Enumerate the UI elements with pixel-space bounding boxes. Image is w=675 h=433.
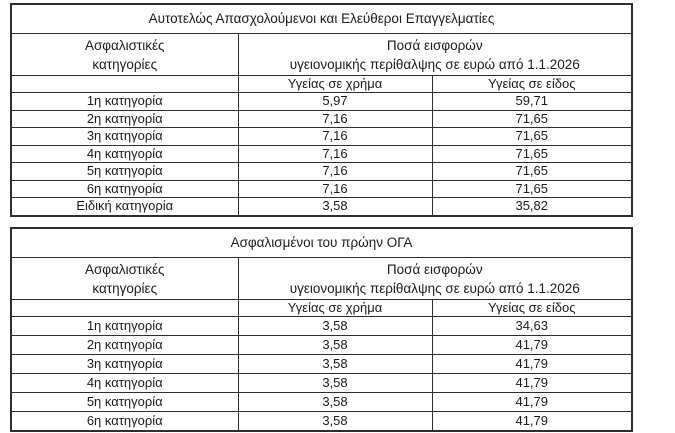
empty-cell [11, 300, 238, 317]
money-value: 3,58 [238, 374, 432, 393]
kind-value: 41,79 [432, 393, 632, 412]
table-row [11, 228, 632, 258]
table-title: Αυτοτελώς Απασχολούμενοι και Ελεύθεροι Επαγγελματίες [11, 4, 632, 34]
kind-value: 35,82 [432, 198, 632, 216]
category-cell: 3η κατηγορία [11, 128, 238, 146]
money-value: 3,58 [238, 198, 432, 216]
amounts-header-line2: υγειονομικής περίθαλψης σε ευρώ από 1.1.2026 [289, 56, 580, 72]
contributions-table-self-employed [10, 3, 633, 217]
table-row [11, 180, 632, 198]
categories-header-line2: κατηγορίες [92, 56, 158, 72]
table-row [11, 412, 632, 432]
table-title: Ασφαλισμένοι του πρώην ΟΓΑ [11, 228, 632, 258]
kind-value: 41,79 [432, 412, 632, 432]
categories-header-line1: Ασφαλιστικές [84, 37, 165, 53]
table-row [11, 198, 632, 216]
category-cell: 1η κατηγορία [11, 317, 238, 336]
money-value: 5,97 [238, 93, 432, 111]
table-row [11, 4, 632, 34]
kind-value: 71,65 [432, 110, 632, 128]
table-row [11, 34, 632, 76]
category-cell: 2η κατηγορία [11, 336, 238, 355]
categories-column-header [11, 34, 238, 76]
kind-value: 71,65 [432, 163, 632, 181]
money-value: 7,16 [238, 110, 432, 128]
categories-header-line2: κατηγορίες [92, 280, 158, 296]
category-cell: 5η κατηγορία [11, 163, 238, 181]
categories-column-header [11, 258, 238, 300]
money-value: 3,58 [238, 336, 432, 355]
money-value: 7,16 [238, 163, 432, 181]
money-value: 3,58 [238, 412, 432, 432]
money-column-header: Υγείας σε χρήμα [238, 300, 432, 317]
table-row [11, 393, 632, 412]
category-cell: 6η κατηγορία [11, 412, 238, 432]
kind-value: 41,79 [432, 374, 632, 393]
money-value: 3,58 [238, 317, 432, 336]
table-row [11, 128, 632, 146]
table-row [11, 374, 632, 393]
kind-value: 71,65 [432, 180, 632, 198]
category-cell: 1η κατηγορία [11, 93, 238, 111]
kind-value: 59,71 [432, 93, 632, 111]
money-value: 7,16 [238, 128, 432, 146]
amounts-header-line2: υγειονομικής περίθαλψης σε ευρώ από 1.1.2026 [289, 280, 580, 296]
category-cell: 4η κατηγορία [11, 145, 238, 163]
table-row [11, 258, 632, 300]
kind-value: 41,79 [432, 336, 632, 355]
kind-value: 34,63 [432, 317, 632, 336]
category-cell: 2η κατηγορία [11, 110, 238, 128]
table-row [11, 163, 632, 181]
money-value: 7,16 [238, 180, 432, 198]
amounts-column-header [238, 258, 632, 300]
amounts-header-line1: Ποσά εισφορών [386, 261, 483, 277]
money-value: 7,16 [238, 145, 432, 163]
table-row [11, 93, 632, 111]
table-row [11, 300, 632, 317]
table-row [11, 145, 632, 163]
table-row [11, 355, 632, 374]
money-value: 3,58 [238, 393, 432, 412]
category-cell: 6η κατηγορία [11, 180, 238, 198]
amounts-header-line1: Ποσά εισφορών [386, 37, 483, 53]
table-row [11, 110, 632, 128]
amounts-column-header [238, 34, 632, 76]
kind-value: 71,65 [432, 145, 632, 163]
category-cell: Ειδική κατηγορία [11, 198, 238, 216]
kind-value: 71,65 [432, 128, 632, 146]
kind-column-header: Υγείας σε είδος [432, 300, 632, 317]
category-cell: 4η κατηγορία [11, 374, 238, 393]
category-cell: 3η κατηγορία [11, 355, 238, 374]
table-row [11, 76, 632, 93]
table-row [11, 317, 632, 336]
money-column-header: Υγείας σε χρήμα [238, 76, 432, 93]
kind-value: 41,79 [432, 355, 632, 374]
table-row [11, 336, 632, 355]
empty-cell [11, 76, 238, 93]
kind-column-header: Υγείας σε είδος [432, 76, 632, 93]
contributions-table-oga [10, 227, 633, 432]
category-cell: 5η κατηγορία [11, 393, 238, 412]
categories-header-line1: Ασφαλιστικές [84, 261, 165, 277]
money-value: 3,58 [238, 355, 432, 374]
